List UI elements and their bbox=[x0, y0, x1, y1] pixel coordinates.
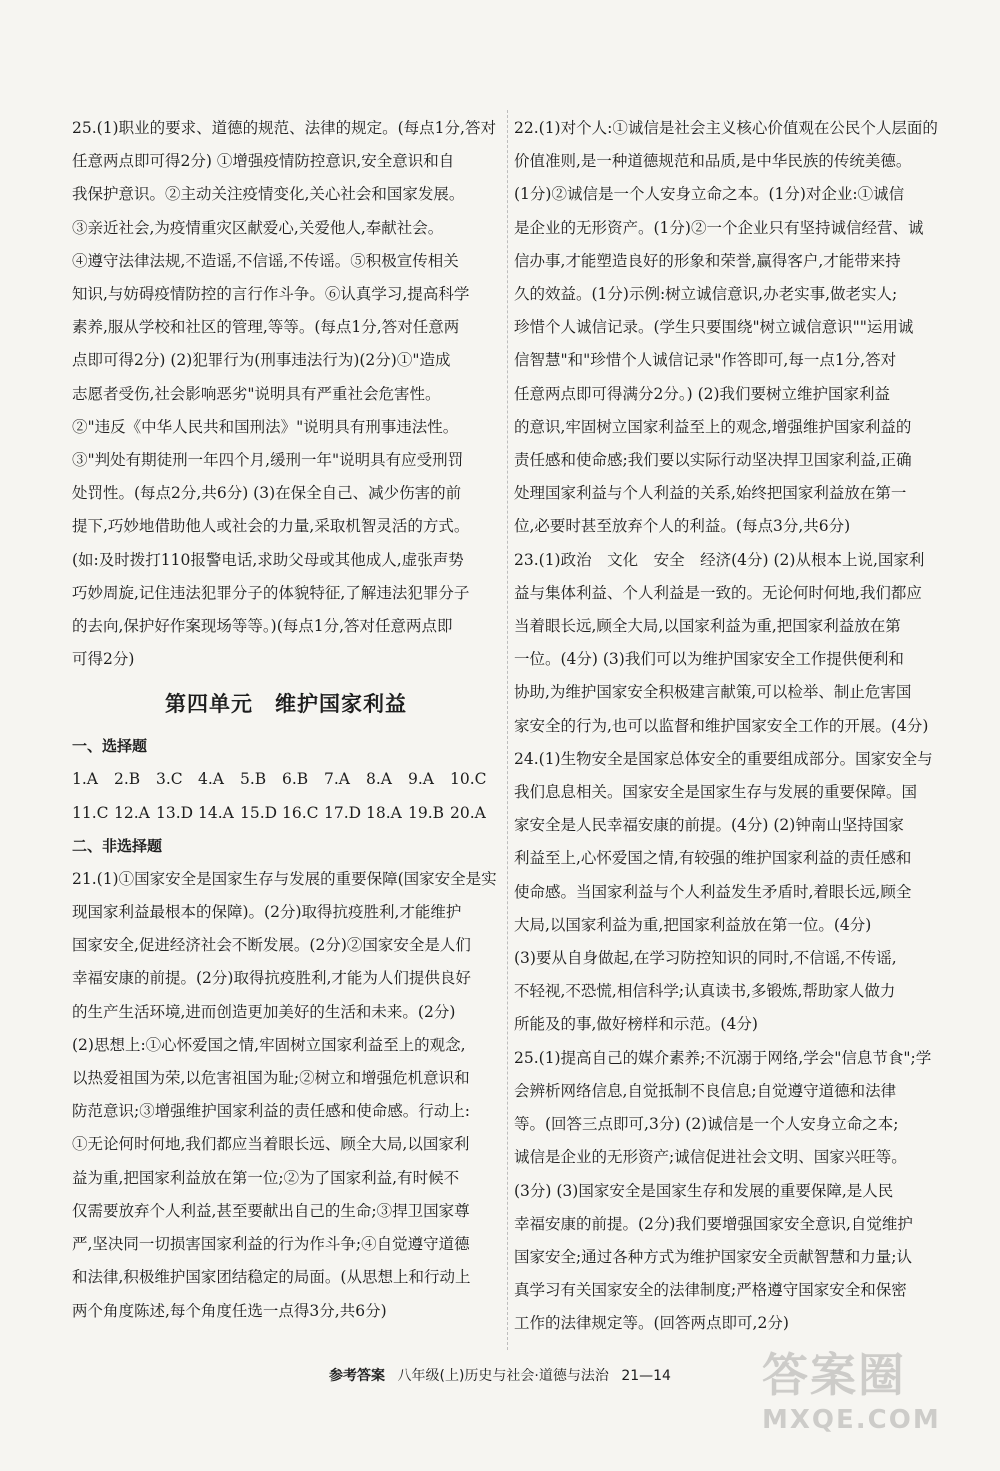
answer-line: 防范意识;③增强维护国家利益的责任感和使命感。行动上: bbox=[72, 1102, 470, 1121]
answer-line: 信办事,才能塑造良好的形象和荣誉,赢得客户,才能带来持 bbox=[514, 251, 901, 270]
choice-answer: 8.A bbox=[366, 770, 392, 789]
answer-line: 21.(1)①国家安全是国家生存与发展的重要保障(国家安全是实 bbox=[72, 869, 497, 888]
answer-line: 志愿者受伤,社会影响恶劣"说明具有严重社会危害性。 bbox=[72, 384, 441, 403]
answer-line: 的生产生活环境,进而创造更加美好的生活和未来。(2分) bbox=[72, 1002, 456, 1021]
answer-line: 真学习有关国家安全的法律制度;严格遵守国家安全和保密 bbox=[514, 1281, 907, 1300]
answer-line: 任意两点即可得满分2分。) (2)我们要树立维护国家利益 bbox=[514, 384, 891, 403]
watermark-url: MXQE.COM bbox=[762, 1405, 941, 1435]
answer-line: 价值准则,是一种道德规范和品质,是中华民族的传统美德。 bbox=[514, 152, 912, 171]
answer-line: (3)要从自身做起,在学习防控知识的同时,不信谣,不传谣, bbox=[514, 949, 897, 968]
answer-line: 处罚性。(每点2分,共6分) (3)在保全自己、减少伤害的前 bbox=[72, 484, 462, 503]
answer-line: ③亲近社会,为疫情重灾区献爱心,关爱他人,奉献社会。 bbox=[72, 218, 444, 237]
answer-line: 诚信是企业的无形资产;诚信促进社会文明、国家兴旺等。 bbox=[514, 1148, 907, 1167]
right-column bbox=[514, 112, 946, 1341]
answer-line: ①无论何时何地,我们都应当着眼长远、顾全大局,以国家利 bbox=[72, 1135, 470, 1154]
answer-line: 幸福安康的前提。(2分)我们要增强国家安全意识,自觉维护 bbox=[514, 1214, 913, 1233]
choice-answer: 12.A bbox=[114, 803, 150, 822]
section-nonchoice-heading: 二、非选择题 bbox=[72, 836, 163, 855]
answer-line: 益为重,把国家利益放在第一位;②为了国家利益,有时候不 bbox=[72, 1168, 460, 1187]
answer-line: 工作的法律规定等。(回答两点即可,2分) bbox=[514, 1314, 789, 1333]
answer-line: 幸福安康的前提。(2分)取得抗疫胜利,才能为人们提供良好 bbox=[72, 969, 471, 988]
answer-line: 知识,与妨碍疫情防控的言行作斗争。⑥认真学习,提高科学 bbox=[72, 285, 470, 304]
question-23-block bbox=[514, 544, 946, 743]
answer-line: 可得2分) bbox=[72, 650, 135, 669]
answer-line: 我们息息相关。国家安全是国家生存与发展的重要保障。国 bbox=[514, 783, 918, 802]
column-divider bbox=[507, 110, 508, 1350]
choice-answer: 11.C bbox=[72, 803, 109, 822]
choice-answer: 4.A bbox=[198, 770, 224, 789]
answer-line: 信智慧"和"珍惜个人诚信记录"作答即可,每一点1分,答对 bbox=[514, 351, 897, 370]
answer-line: 以热爱祖国为荣,以危害祖国为耻;②树立和增强危机意识和 bbox=[72, 1069, 470, 1088]
section-choice-heading: 一、选择题 bbox=[72, 737, 148, 756]
answer-line: 24.(1)生物安全是国家总体安全的重要组成部分。国家安全与 bbox=[514, 749, 933, 768]
answer-line: 严,坚决同一切损害国家利益的行为作斗争;④自觉遵守道德 bbox=[72, 1235, 470, 1254]
answer-line: 提下,巧妙地借助他人或社会的力量,采取机智灵活的方式。 bbox=[72, 517, 470, 536]
answer-line: ②"违反《中华人民共和国刑法》"说明具有刑事违法性。 bbox=[72, 417, 459, 436]
answer-line: 点即可得2分) (2)犯罪行为(刑事违法行为)(2分)①"造成 bbox=[72, 351, 451, 370]
watermark-logo bbox=[762, 1339, 972, 1449]
answer-line: 23.(1)政治 文化 安全 经济(4分) (2)从根本上说,国家利 bbox=[514, 550, 925, 569]
choice-answer: 14.A bbox=[198, 803, 234, 822]
choice-answer: 5.B bbox=[240, 770, 267, 789]
answer-line: 位,必要时甚至放弃个人的利益。(每点3分,共6分) bbox=[514, 517, 851, 536]
choice-answer: 3.C bbox=[156, 770, 183, 789]
answer-line: (2)思想上:①心怀爱国之情,牢固树立国家利益至上的观念, bbox=[72, 1035, 466, 1054]
choice-answer: 2.B bbox=[114, 770, 141, 789]
answer-line: 所能及的事,做好榜样和示范。(4分) bbox=[514, 1015, 758, 1034]
footer-label: 参考答案 bbox=[329, 1368, 386, 1384]
question-22-block bbox=[514, 112, 946, 544]
answer-line: 益与集体利益、个人利益是一致的。无论何时何地,我们都应 bbox=[514, 583, 922, 602]
answer-line: 家安全是人民幸福安康的前提。(4分) (2)钟南山坚持国家 bbox=[514, 816, 904, 835]
footer-page-number: 21—14 bbox=[621, 1368, 671, 1384]
answer-line: 家安全的行为,也可以监督和维护国家安全工作的开展。(4分) bbox=[514, 716, 929, 735]
answer-line: (3分) (3)国家安全是国家生存和发展的重要保障,是人民 bbox=[514, 1181, 894, 1200]
question-24-block bbox=[514, 743, 946, 1042]
choice-answer: 19.B bbox=[408, 803, 445, 822]
answer-line: 仅需要放弃个人利益,甚至要献出自己的生命;③捍卫国家尊 bbox=[72, 1201, 470, 1220]
answer-line: 珍惜个人诚信记录。(学生只要围绕"树立诚信意识""运用诚 bbox=[514, 318, 914, 337]
answer-line: 责任感和使命感;我们要以实际行动坚决捍卫国家利益,正确 bbox=[514, 451, 912, 470]
answer-line: 和法律,积极维护国家团结稳定的局面。(从思想上和行动上 bbox=[72, 1268, 471, 1287]
footer-subject: 八年级(上)历史与社会·道德与法治 bbox=[397, 1368, 609, 1384]
answer-line: 25.(1)提高自己的媒介素养;不沉溺于网络,学会"信息节食";学 bbox=[514, 1048, 932, 1067]
choice-answer: 10.C bbox=[450, 770, 487, 789]
answer-line: 国家安全;通过各种方式为维护国家安全贡献智慧和力量;认 bbox=[514, 1247, 912, 1266]
answer-line: 是企业的无形资产。(1分)②一个企业只有坚持诚信经营、诚 bbox=[514, 218, 924, 237]
answer-line: 素养,服从学校和社区的管理,等等。(每点1分,答对任意两 bbox=[72, 318, 460, 337]
left-column bbox=[72, 112, 500, 1328]
choice-answer: 16.C bbox=[282, 803, 319, 822]
answer-line: (1分)②诚信是一个人安身立命之本。(1分)对企业:①诚信 bbox=[514, 185, 905, 204]
answer-line: 久的效益。(1分)示例:树立诚信意识,办老实事,做老实人; bbox=[514, 285, 898, 304]
answer-line: 处理国家利益与个人利益的关系,始终把国家利益放在第一 bbox=[514, 484, 907, 503]
answer-line: 我保护意识。②主动关注疫情变化,关心社会和国家发展。 bbox=[72, 185, 465, 204]
answer-line: 25.(1)职业的要求、道德的规范、法律的规定。(每点1分,答对 bbox=[72, 119, 496, 137]
answer-line: 当着眼长远,顾全大局,以国家利益为重,把国家利益放在第 bbox=[514, 617, 901, 636]
choice-answer: 7.A bbox=[324, 770, 350, 789]
choice-answer: 1.A bbox=[72, 770, 98, 789]
answer-line: ④遵守法律法规,不造谣,不信谣,不传谣。⑤积极宣传相关 bbox=[72, 251, 459, 270]
answer-line: 使命感。当国家利益与个人利益发生矛盾时,着眼长远,顾全 bbox=[514, 882, 912, 901]
question-25-block-right bbox=[514, 1042, 946, 1341]
answer-line: 国家安全,促进经济社会不断发展。(2分)②国家安全是人们 bbox=[72, 936, 471, 955]
answer-line: 两个角度陈述,每个角度任选一点得3分,共6分) bbox=[72, 1301, 387, 1320]
choice-answer: 6.B bbox=[282, 770, 309, 789]
answer-line: 现国家利益最根本的保障)。(2分)取得抗疫胜利,才能维护 bbox=[72, 903, 462, 922]
answer-line: 一位。(4分) (3)我们可以为维护国家安全工作提供便利和 bbox=[514, 650, 904, 669]
answer-line: 任意两点即可得2分) ①增强疫情防控意识,安全意识和自 bbox=[72, 152, 455, 171]
choice-answer: 9.A bbox=[408, 770, 434, 789]
answer-line: 巧妙周旋,记住违法犯罪分子的体貌特征,了解违法犯罪分子 bbox=[72, 583, 470, 602]
answer-line: ③"判处有期徒刑一年四个月,缓刑一年"说明具有应受刑罚 bbox=[72, 451, 464, 470]
choice-answer: 13.D bbox=[156, 803, 194, 822]
question-25-block bbox=[72, 112, 500, 676]
answer-line: 协助,为维护国家安全积极建言献策,可以检举、制止危害国 bbox=[514, 683, 912, 702]
choice-answers bbox=[72, 763, 500, 829]
answer-line: (如:及时拨打110报警电话,求助父母或其他成人,虚张声势 bbox=[72, 550, 464, 569]
choice-answer: 17.D bbox=[324, 803, 362, 822]
answer-line: 大局,以国家利益为重,把国家利益放在第一位。(4分) bbox=[514, 915, 872, 934]
unit-title: 第四单元 维护国家利益 bbox=[165, 692, 407, 717]
question-21-block bbox=[72, 863, 500, 1328]
choice-answer: 20.A bbox=[450, 803, 486, 822]
choice-answer: 18.A bbox=[366, 803, 402, 822]
answer-line: 的去向,保护好作案现场等等。)(每点1分,答对任意两点即 bbox=[72, 617, 453, 636]
answer-line: 利益至上,心怀爱国之情,有较强的维护国家利益的责任感和 bbox=[514, 849, 912, 868]
watermark-logo-text: 答案圈 bbox=[762, 1348, 906, 1402]
answer-line: 会辨析网络信息,自觉抵制不良信息;自觉遵守道德和法律 bbox=[514, 1081, 897, 1100]
choice-answer: 15.D bbox=[240, 803, 278, 822]
answer-line: 不轻视,不恐慌,相信科学;认真读书,多锻炼,帮助家人做力 bbox=[514, 982, 896, 1001]
answer-line: 22.(1)对个人:①诚信是社会主义核心价值观在公民个人层面的 bbox=[514, 119, 938, 137]
answer-line: 等。(回答三点即可,3分) (2)诚信是一个人安身立命之本; bbox=[514, 1115, 899, 1134]
answer-line: 的意识,牢固树立国家利益至上的观念,增强维护国家利益的 bbox=[514, 417, 912, 436]
